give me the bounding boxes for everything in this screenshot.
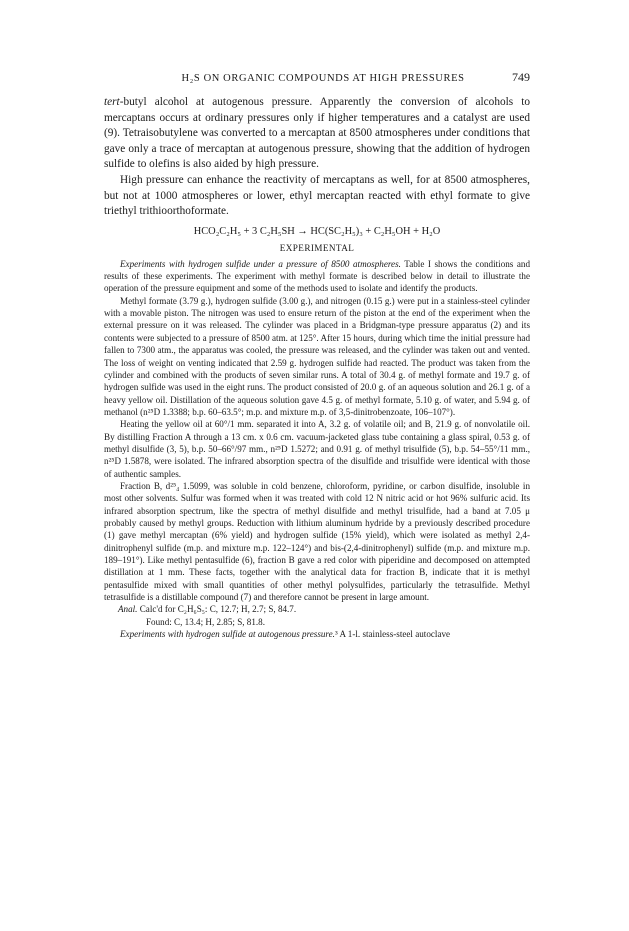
reaction-equation: HCO₂C₂H₅ + 3 C₂H₅SH → HC(SC₂H₅)₃ + C₂H₅OH + H₂O xyxy=(193,225,441,237)
analysis-found: Found: C, 13.4; H, 2.85; S, 81.8. xyxy=(146,616,265,627)
analysis-line xyxy=(104,603,530,615)
intro-paragraph-1 xyxy=(104,95,530,173)
experimental-paragraph-1 xyxy=(104,258,530,295)
analysis-label: Anal. xyxy=(118,604,138,615)
experimental-subheading: Experiments with hydrogen sulfide under a pressure of 8500 atmospheres. xyxy=(120,258,401,269)
experimental-paragraph-5-text: ³ A 1-l. stainless-steel autoclave xyxy=(334,629,451,640)
intro-paragraph-1-text: -butyl alcohol at autogenous pressure. Apparently the conversion of alcohols to mercaptans occurs at ordinary pressures only if higher temperatures and a catalyst are used (9). Tetraisobutylene was converted to a mercaptan at 8500 atmospheres under conditions that gave only a trace of mercaptan at autogenous pressure, showing that the addition of hydrogen sulfide to olefins is also aided by high pressure. xyxy=(104,96,530,171)
experimental-paragraph-1-text: Table I shows the conditions and results of these experiments. The experiment with methyl formate is described below in detail to illustrate the operation of the pressure equipment and some of the methods used to isolate and identify the products. xyxy=(104,258,531,294)
experimental-paragraph-5 xyxy=(104,628,530,640)
autogenous-subheading: Experiments with hydrogen sulfide at autogenous pressure. xyxy=(120,629,335,640)
page-body xyxy=(104,70,530,640)
section-heading: EXPERIMENTAL xyxy=(279,242,355,253)
analysis-calculated: Calc'd for C₂H₆S₅: C, 12.7; H, 2.7; S, 84.7. xyxy=(137,604,297,615)
experimental-paragraph-2: Methyl formate (3.79 g.), hydrogen sulfide (3.00 g.), and nitrogen (0.15 g.) were put in a stainless-steel cylinder with a movable piston. The nitrogen was used to ensure return of the piston at the end of the experiment when the external pressure on it was released. The cylinder was placed in a Bridgman-type pressure apparatus (2) and its contents were subjected to a pressure of 8500 atm. at 125°. After 15 hours, during which time the initial pressure had fallen to 7300 atm., the apparatus was cooled, the pressure was released, and the cylinder was taken out and vented. The loss of weight on venting indicated that 2.59 g. hydrogen sulfide had reacted. The product was taken from the cylinder and combined with the products of seven similar runs. A total of 30.4 g. of methyl formate and 19.7 g. of hydrogen sulfide was used in the eight runs. The product consisted of 20.0 g. of an aqueous solution and 26.1 g. of a heavy yellow oil. Distillation of the aqueous solution gave 4.5 g. of methyl formate, 5.10 g. of water, and 5.94 g. of methanol (n²⁵D 1.3388; b.p. 60–63.5°; m.p. and mixture m.p. of 3,5-dinitrobenzoate, 106–107°). xyxy=(104,295,530,417)
intro-italic-prefix: tert xyxy=(104,96,120,108)
intro-paragraph-2: High pressure can enhance the reactivity of mercaptans as well, for at 8500 atmospheres, but not at 1000 atmospheres or lower, ethyl mercaptan reacted with ethyl formate to give triethyl trithioorthoformate. xyxy=(104,173,530,218)
running-title: H₂S ON ORGANIC COMPOUNDS AT HIGH PRESSURES xyxy=(181,73,465,84)
running-head xyxy=(104,70,530,85)
page-number: 749 xyxy=(512,70,530,84)
experimental-paragraph-4: Fraction B, d²⁵₄ 1.5099, was soluble in cold benzene, chloroform, pyridine, or carbon disulfide, insoluble in most other solvents. Sulfur was formed when it was treated with cold 12 N nitric acid or hot 96% sulfuric acid. Its infrared absorption spectrum, like the spectra of methyl disulfide and methyl trisulfide, had a band at 7.05 μ probably caused by methyl groups. Reduction with lithium aluminum hydride by a previously described procedure (1) gave methyl mercaptan (6% yield) and hydrogen sulfide (15% yield), which were isolated as methyl 2,4-dinitrophenyl sulfide (m.p. and mixture m.p. 122–124°) and bis-(2,4-dinitrophenyl) sulfide (m.p. and mixture m.p. 189–191°). Like methyl pentasulfide (6), fraction B gave a red color with piperidine and decomposed on attempted distillation at 1 mm. These facts, together with the analytical data for fraction B, indicate that it is methyl pentasulfide mixed with small quantities of other methyl polysulfides, particularly the tetrasulfide. Methyl tetrasulfide is a distillable compound (7) and therefore cannot be present in large amount. xyxy=(104,480,530,603)
experimental-paragraph-3: Heating the yellow oil at 60°/1 mm. separated it into A, 3.2 g. of volatile oil; and B, 21.9 g. of nonvolatile oil. By distilling Fraction A through a 13 cm. x 0.6 cm. vacuum-jacketed glass tube containing a glass spiral, 0.53 g. of methyl disulfide (3, 5), b.p. 50–66°/97 mm., n²⁵D 1.5272; and 0.91 g. of methyl trisulfide (5), b.p. 54–55°/11 mm., n²⁵D 1.5878, were isolated. The infrared absorption spectra of the disulfide and trisulfide were identical with those of authentic samples. xyxy=(104,419,530,479)
